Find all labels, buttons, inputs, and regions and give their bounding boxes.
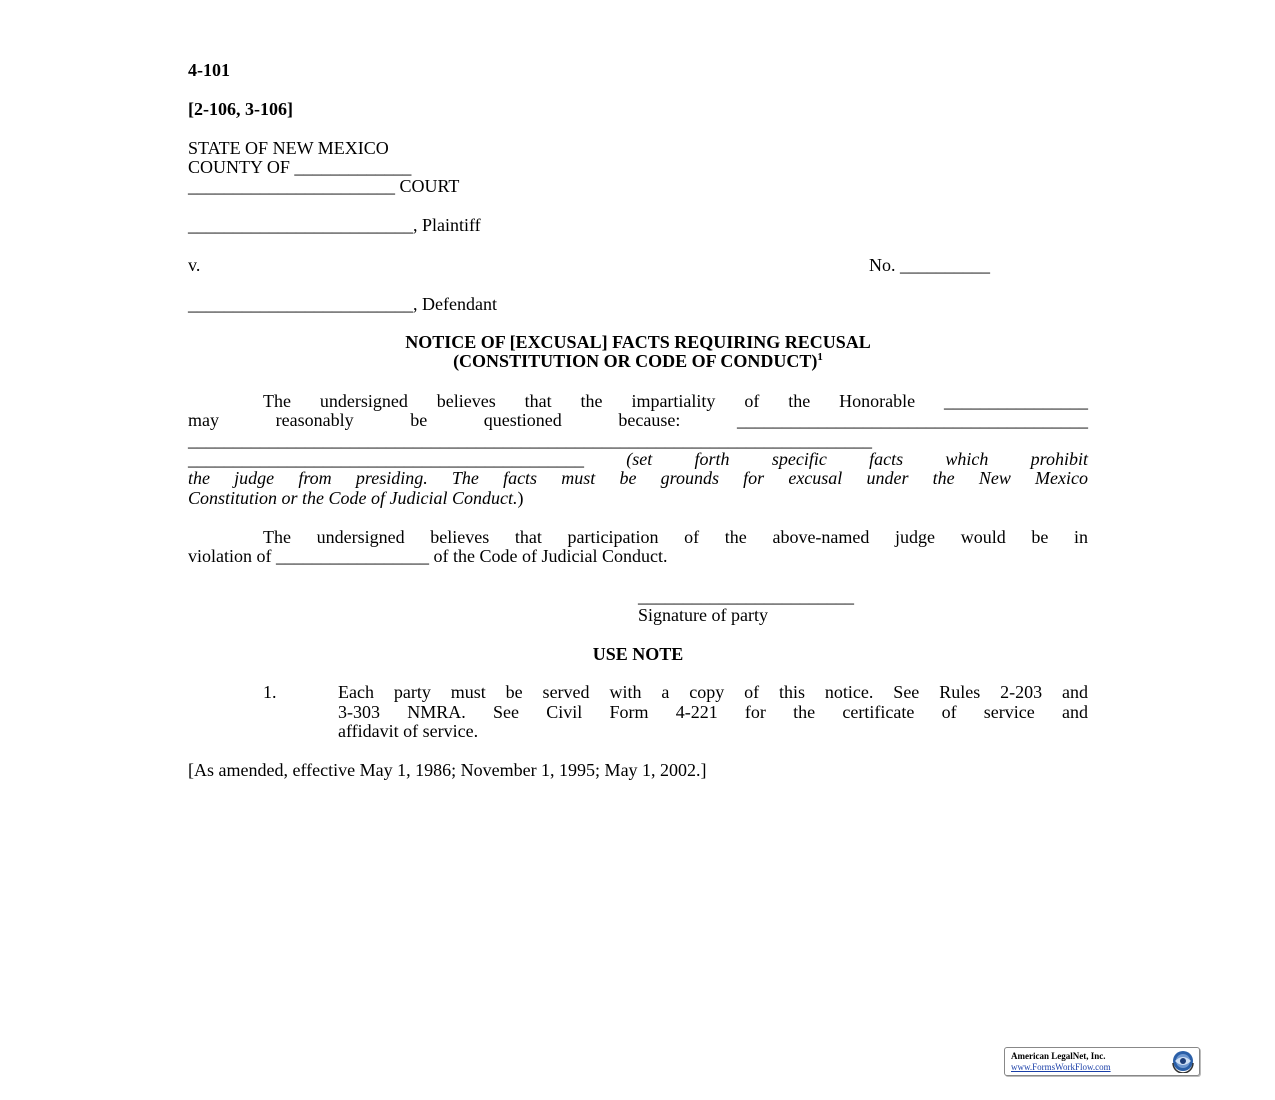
notice-title-line1: NOTICE OF [EXCUSAL] FACTS REQUIRING RECUSAL xyxy=(405,332,871,352)
case-number-line: No. __________ xyxy=(869,255,990,275)
paragraph1-line2: may reasonably be questioned because: _______________________________________ xyxy=(188,410,1088,430)
paragraph1-line3: ____________________________________________________________________________ xyxy=(188,430,872,450)
paragraph1-line5: the judge from presiding. The facts must be grounds for excusal under the New Mexico xyxy=(188,468,1088,488)
plaintiff-line: _________________________, Plaintiff xyxy=(188,215,481,235)
use-note-heading: USE NOTE xyxy=(592,644,684,664)
notice-title-line2 xyxy=(188,351,1088,371)
state-line: STATE OF NEW MEXICO xyxy=(188,138,389,158)
use-note-line3: affidavit of service. xyxy=(338,721,479,741)
use-note-line1: Each party must be served with a copy of this notice. See Rules 2-203 and xyxy=(338,682,1088,702)
use-note-item-number: 1. xyxy=(263,682,277,702)
footnote-marker: 1 xyxy=(817,351,823,363)
related-forms: [2-106, 3-106] xyxy=(188,99,293,119)
use-note-line2: 3-303 NMRA. See Civil Form 4-221 for the certificate of service and xyxy=(338,702,1088,722)
defendant-line: _________________________, Defendant xyxy=(188,294,497,314)
company-url-link[interactable]: www.FormsWorkFlow.com xyxy=(1011,1062,1111,1072)
signature-line: ________________________ xyxy=(638,586,854,606)
paragraph2-line1: The undersigned believes that participation of the above-named judge would be in xyxy=(263,527,1088,547)
court-line: _______________________ COURT xyxy=(188,176,460,196)
facts-instruction: (set forth specific facts which prohibit xyxy=(626,449,1088,469)
amendment-history: [As amended, effective May 1, 1986; November 1, 1995; May 1, 2002.] xyxy=(188,760,707,780)
form-number: 4-101 xyxy=(188,60,230,80)
facts-instruction-end: Constitution or the Code of Judicial Conduct. xyxy=(188,488,518,508)
signature-label: Signature of party xyxy=(638,605,768,625)
notice-title-text: (CONSTITUTION OR CODE OF CONDUCT) xyxy=(453,351,818,371)
globe-icon xyxy=(1171,1049,1195,1073)
paragraph1-line6 xyxy=(188,488,523,508)
closing-paren: ) xyxy=(517,488,524,508)
paragraph1-line1: The undersigned believes that the impartiality of the Honorable ________________ xyxy=(263,391,1088,411)
company-name: American LegalNet, Inc. xyxy=(1011,1051,1106,1061)
paragraph1-line4 xyxy=(188,449,1088,469)
american-legalnet-badge[interactable] xyxy=(1004,1047,1200,1076)
versus-label: v. xyxy=(188,255,201,275)
facts-blank: ____________________________________________ xyxy=(188,449,584,469)
paragraph2-line2: violation of _________________ of the Code of Judicial Conduct. xyxy=(188,546,668,566)
county-line: COUNTY OF _____________ xyxy=(188,157,412,177)
